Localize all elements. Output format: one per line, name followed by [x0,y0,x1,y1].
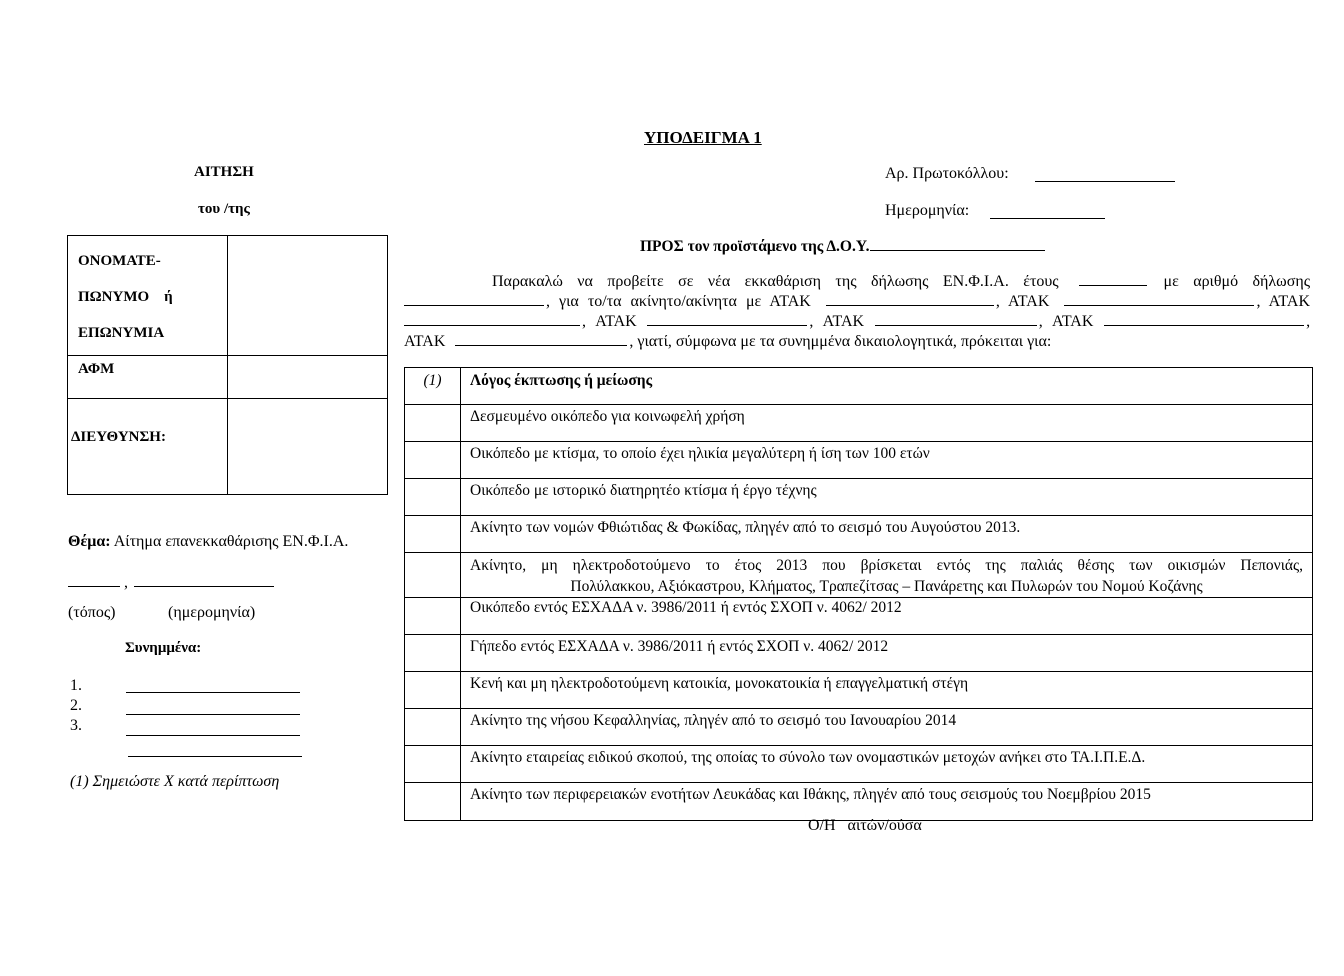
name-label-line-2: ΠΩΝΥΜΟ ή [78,289,173,305]
reason-checkbox-3[interactable] [405,479,461,516]
table-row [405,672,1313,709]
reason-text-3: Οικόπεδο με ιστορικό διατηρητέο κτίσμα ή έργο τέχνης [461,479,1313,516]
year-blank[interactable] [1079,284,1147,286]
date-blank-right[interactable] [990,218,1105,219]
address-field[interactable] [228,399,388,495]
attachment-blank-4[interactable] [128,756,302,757]
atak-label-2: ΑΤΑΚ [1008,293,1050,310]
reason-checkbox-11[interactable] [405,783,461,821]
atak-blank-1[interactable] [826,304,994,306]
reason-text-2: Οικόπεδο με κτίσμα, το οποίο έχει ηλικία μεγαλύτερη ή ίση των 100 ετών [461,442,1313,479]
address-label-cell [68,399,228,495]
reason-checkbox-6[interactable] [405,598,461,635]
place-blank[interactable] [68,586,120,587]
reason-text-6: Οικόπεδο εντός ΕΣΧΑΔΑ ν. 3986/2011 ή εντός ΣΧΟΠ ν. 4062/ 2012 [461,598,1313,635]
atak-blank-7[interactable] [455,344,627,346]
reason-checkbox-4[interactable] [405,516,461,553]
table-row [405,516,1313,553]
attachment-blank-2[interactable] [126,714,300,715]
checkbox-column-header: (1) [405,368,461,405]
protocol-number-blank[interactable] [1035,181,1175,182]
applicant-signature-label: Ο/Η αιτών/ούσα [808,817,922,834]
table-row [405,598,1313,635]
attachment-blank-1[interactable] [126,692,300,693]
atak-blank-5[interactable] [875,324,1037,326]
afm-label: ΑΦΜ [78,361,115,377]
table-row [405,479,1313,516]
afm-label-cell [68,356,228,399]
reason-checkbox-10[interactable] [405,746,461,783]
atak-blank-2[interactable] [1064,304,1254,306]
table-row [405,746,1313,783]
reason-checkbox-1[interactable] [405,405,461,442]
place-date-separator: , [124,574,128,591]
attachments-label: Συνημμένα: [125,640,202,656]
date-label: Ημερομηνία: [885,202,970,219]
tax-office-blank[interactable] [870,249,1045,251]
atak-blank-4[interactable] [647,324,807,326]
reason-checkbox-5[interactable] [405,553,461,598]
attachment-number-3: 3. [70,717,82,734]
addressee-text: ΠΡΟΣ τον προϊστάμενο της Δ.Ο.Υ. [640,238,870,255]
table-row [405,783,1313,821]
reasons-header-row [405,368,1313,405]
reason-checkbox-7[interactable] [405,635,461,672]
request-line-1 [404,272,1310,292]
reason-text-4: Ακίνητο των νομών Φθιώτιδας & Φωκίδας, πληγέν από το σεισμό του Αυγούστου 2013. [461,516,1313,553]
footnote: (1) Σημειώστε Χ κατά περίπτωση [70,773,280,790]
atak-label-4: ΑΤΑΚ [595,313,637,330]
reason-5-line-2: Πολύλακκου, Αξιόκαστρου, Κλήματος, Τραπεζίτσας – Πανάρετης και Πυλωρών του Νομού Κοζάνης [570,578,1203,595]
reason-text-10: Ακίνητο εταιρείας ειδικού σκοπού, της οποίας το σύνολο των ονομαστικών μετοχών ανήκει στο ΤΑ.Ι.Π.Ε.Δ. [461,746,1313,783]
attachment-blank-3[interactable] [126,735,300,736]
page-title: ΥΠΟΔΕΙΓΜΑ 1 [644,128,762,147]
reason-5-line-1: Ακίνητο, μη ηλεκτροδοτούμενο το έτος 2013 που βρίσκεται εντός της παλιάς θέσης των οικισμών Πεπονιάς, [470,557,1303,574]
request-text-2: με αριθμό δήλωσης [1163,273,1311,290]
atak-blank-6[interactable] [1104,324,1304,326]
reason-checkbox-2[interactable] [405,442,461,479]
name-field[interactable] [228,236,388,356]
reason-checkbox-8[interactable] [405,672,461,709]
afm-field[interactable] [228,356,388,399]
addressee-line [640,238,1047,256]
atak-label-3: ΑΤΑΚ [1268,293,1310,310]
subject-text: Αίτημα επανεκκαθάρισης ΕΝ.Φ.Ι.Α. [113,533,349,550]
request-paragraph: Παρακαλώ να προβείτε σε νέα εκκαθάριση της δήλωσης ΕΝ.Φ.Ι.Α. έτους με αριθμό δήλωσης , για το/τα ακίνητο/ακίνητα με ΑΤΑΚ , ΑΤΑΚ , ΑΤΑΚ , ΑΤΑΚ , ΑΤΑΚ , ΑΤΑΚ , ΑΤΑΚ , γιατί, σύμφωνα με τα συνημμένα δικαιολογητικά, πρόκειται για: [404,273,1311,350]
attachment-number-1: 1. [70,677,82,694]
atak-blank-3[interactable] [404,324,580,326]
reason-text-8: Κενή και μη ηλεκτροδοτούμενη κατοικία, μονοκατοικία ή επαγγελματική στέγη [461,672,1313,709]
protocol-number-label: Αρ. Πρωτοκόλλου: [885,165,1009,182]
request-text-1: Παρακαλώ να προβείτε σε νέα εκκαθάριση της δήλωσης ΕΝ.Φ.Ι.Α. έτους [492,273,1059,290]
request-text-end: , γιατί, σύμφωνα με τα συνημμένα δικαιολογητικά, πρόκειται για: [629,333,1052,350]
table-row [405,553,1313,598]
reasons-table [404,367,1313,821]
reason-text-9: Ακίνητο της νήσου Κεφαλληνίας, πληγέν από το σεισμό του Ιανουαρίου 2014 [461,709,1313,746]
address-label: ΔΙΕΥΘΥΝΣΗ: [71,429,166,445]
table-row [405,709,1313,746]
applicant-details-table [67,235,388,495]
subject-line [68,533,348,551]
place-date-blanks [68,574,274,591]
reason-text-7: Γήπεδο εντός ΕΣΧΑΔΑ ν. 3986/2011 ή εντός ΣΧΟΠ ν. 4062/ 2012 [461,635,1313,672]
name-label-line-1: ΟΝΟΜΑΤΕ- [78,253,161,269]
request-text-3: , για το/τα ακίνητο/ακίνητα με ΑΤΑΚ [546,293,811,310]
reason-checkbox-9[interactable] [405,709,461,746]
place-label: (τόπος) [68,604,116,621]
subject-label: Θέμα: [68,533,111,550]
reason-text-1: Δεσμευμένο οικόπεδο για κοινωφελή χρήση [461,405,1313,442]
name-label-line-3: ΕΠΩΝΥΜΙΑ [78,325,165,341]
application-heading: ΑΙΤΗΣΗ [194,164,254,180]
reason-text-5 [461,553,1313,598]
date-blank[interactable] [134,586,274,587]
table-row [405,635,1313,672]
atak-label-5: ΑΤΑΚ [822,313,865,330]
atak-label-7: ΑΤΑΚ [404,333,446,350]
name-label-cell [68,236,228,356]
reason-text-11: Ακίνητο των περιφερειακών ενοτήτων Λευκάδας και Ιθάκης, πληγέν από τους σεισμούς του Νοεμβρίου 2015 [461,783,1313,821]
date-caption: (ημερομηνία) [168,604,256,621]
applicant-of-label: του /της [198,201,250,217]
reason-column-header: Λόγος έκπτωσης ή μείωσης [461,368,1313,405]
table-row [405,442,1313,479]
declaration-number-blank[interactable] [404,304,544,306]
attachment-number-2: 2. [70,697,82,714]
table-row [405,405,1313,442]
atak-label-6: ΑΤΑΚ [1052,313,1094,330]
